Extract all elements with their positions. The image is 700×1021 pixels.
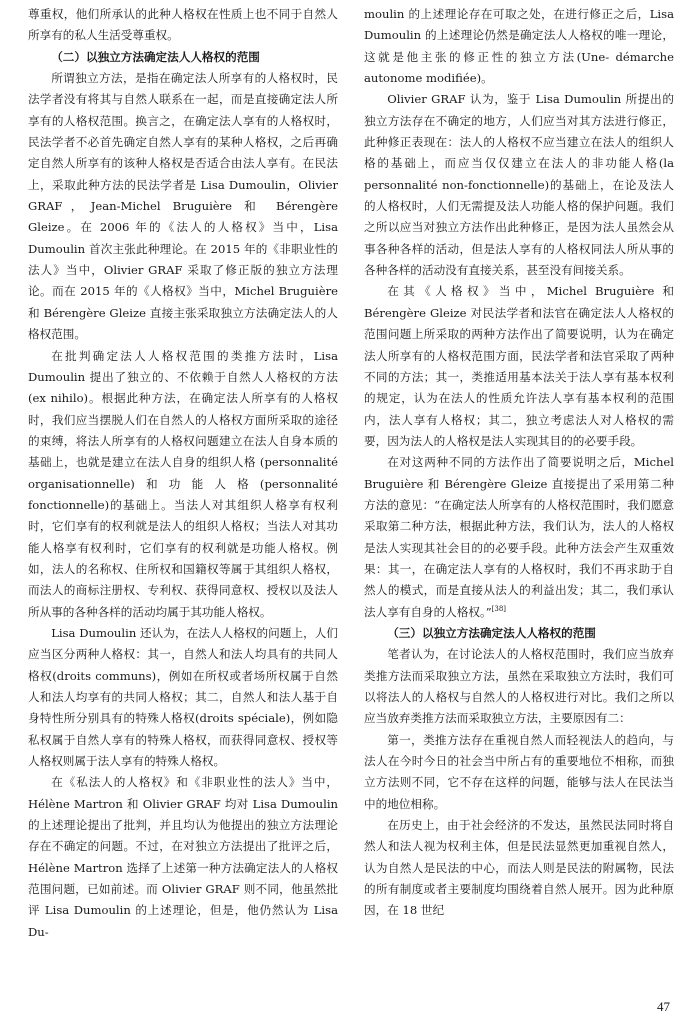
section-heading-3: （三）以独立方法确定法人人格权的范围 bbox=[387, 625, 596, 640]
paragraph: 在《私法人的人格权》和《非职业性的法人》当中，Hélène Martron 和 Olivier GRAF 均对 Lisa Dumoulin 的上述理论提出了批判，并且均认为他提出的独立方法理论存在不确定的问题。不过，在对独立方法提出了批评之后，Hélène Martron 选择了上述第一种方法确定法人的人格权范围问题，已如前述。而 Olivier GRAF 则不同，他虽然批评 Lisa Dumoulin 的上述理论，但是，他仍然认为 Lisa Du- bbox=[28, 775, 338, 939]
paragraph: Olivier GRAF 认为，鉴于 Lisa Dumoulin 所提出的独立方法存在不确定的地方，人们应当对其方法进行修正，此种修正表现在：法人的人格权不应当建立在法人的组织人格的基础上，而应当仅仅建立在法人的非功能人格(la personnalité non-fonctionnelle)的基础上，在论及法人的人格权时，人们无需提及法人功能人格的保护问题。我们之所以应当对独立方法作出此种修正，是因为法人虽然会从事各种各样的活动，但是法人享有的人格权同法人所从事的各种各样的活动没有直接关系，甚至没有间接关系。 bbox=[364, 92, 674, 278]
paragraph: moulin 的上述理论存在可取之处，在进行修正之后，Lisa Dumoulin 的上述理论仍然是确定法人人格权的唯一理论，这就是他主张的修正性的独立方法(Une- démarche autonome modifiée)。 bbox=[364, 7, 674, 86]
paragraph-with-quote bbox=[364, 452, 674, 623]
right-column bbox=[364, 4, 674, 922]
left-column bbox=[28, 4, 338, 943]
paragraph: 在历史上，由于社会经济的不发达，虽然民法同时将自然人和法人视为权利主体，但是民法显然更加重视自然人，认为自然人是民法的中心，而法人则是民法的附属物，民法的所有制度或者主要制度均围绕着自然人展开。因为此种原因，在 18 世纪 bbox=[364, 818, 674, 918]
quote-text: 在对这两种不同的方法作出了简要说明之后，Michel Bruguière 和 Bérengère Gleize 直接提出了采用第二种方法的意见：“在确定法人所享有的人格权范围时，我们愿意采取第二种方法，根据此种方法，我们认为，法人的人格权是法人实现其社会目的的必要手段。此种方法会产生双重效果：其一，在确定法人享有的人格权时，我们不再求助于自然人的模式，而是直接从法人的利益出发；其二，我们承认法人享有自身的人格权。” bbox=[364, 455, 674, 619]
footnote-marker[interactable]: [38] bbox=[491, 604, 507, 613]
paragraph: 所谓独立方法，是指在确定法人所享有的人格权时，民法学者没有将其与自然人联系在一起，而是直接确定法人所享有的人格权范围。换言之，在确定法人享有的人格权时，民法学者不必首先确定自然人享有的某种人格权，之后再确定自然人所享有的该种人格权是否适合由法人享有。在民法上，采取此种方法的民法学者是 Lisa Dumoulin，Olivier GRAF，Jean-Michel Bruguière 和 Bérengère Gleize。在 2006 年的《法人的人格权》当中，Lisa Dumoulin 首次主张此种理论。在 2015 年的《非职业性的法人》当中，Olivier GRAF 采取了修正版的独立方法理论。而在 2015 年的《人格权》当中，Michel Bruguière 和 Bérengère Gleize 直接主张采取独立方法确定法人的人格权范围。 bbox=[28, 71, 338, 342]
paragraph: 尊重权，他们所承认的此种人格权在性质上也不同于自然人所享有的私人生活受尊重权。 bbox=[28, 7, 338, 43]
section-heading-2: （二）以独立方法确定法人人格权的范围 bbox=[51, 49, 260, 64]
paragraph: 笔者认为，在讨论法人的人格权范围时，我们应当放弃类推方法而采取独立方法，虽然在采取独立方法时，我们可以将法人的人格权与自然人的人格权进行对比。我们之所以应当放弃类推方法而采取独立方法，主要原因有二： bbox=[364, 647, 674, 726]
paragraph: 在其《人格权》当中，Michel Bruguière 和 Bérengère Gleize 对民法学者和法官在确定法人人格权的范围问题上所采取的两种方法作出了简要说明，认为在确定法人所享有的人格权范围方面，民法学者和法官采取了两种不同的方法；其一，类推适用基本法关于法人享有基本权利的规定，认为在法人的性质允许法人享有基本权利的范围内，法人享有人格权；其二，独立考虑法人对人格权的需要，因为法人的人格权是法人实现其目的的必要手段。 bbox=[364, 284, 674, 448]
page-number: 47 bbox=[657, 999, 670, 1014]
paragraph: Lisa Dumoulin 还认为，在法人人格权的问题上，人们应当区分两种人格权：其一，自然人和法人均具有的共同人格权(droits communs)，例如在所权或者场所权属于自然人和法人均享有的共同人格权；其二，自然人和法人基于自身特性所分别具有的特殊人格权(droits spéciale)，例如隐私权属于自然人享有的特殊人格权，而获得同意权、授权等人格权则属于法人享有的特殊人格权。 bbox=[28, 625, 338, 769]
paragraph: 在批判确定法人人格权范围的类推方法时，Lisa Dumoulin 提出了独立的、不依赖于自然人人格权的方法(ex nihilo)。根据此种方法，在确定法人所享有的人格权时，我们应当摆脱人们在自然人的人格权方面所采取的途径的束缚，将法人所享有的人格权问题建立在法人自身本质的基础上，也就是建立在法人自身的组织人格 (personnalité organisationnelle)和功能人格(personnalité fonctionnelle)的基础上。当法人对其组织人格享有权利时，它们享有的权利就是法人的组织人格权；当法人对其功能人格享有权利时，它们享有的权利就是功能人格权。例如，法人的名称权、住所权和国籍权等属于其组织人格权，而法人的商标注册权、专利权、获得同意权、授权以及法人所从事的各种各样的活动均属于其功能人格权。 bbox=[28, 348, 338, 619]
paragraph: 第一，类推方法存在重视自然人而轻视法人的趋向，与法人在今时今日的社会当中所占有的重要地位不相称，而独立方法则不同，它不存在这样的问题，能够与法人在民法当中的地位相称。 bbox=[364, 732, 674, 811]
